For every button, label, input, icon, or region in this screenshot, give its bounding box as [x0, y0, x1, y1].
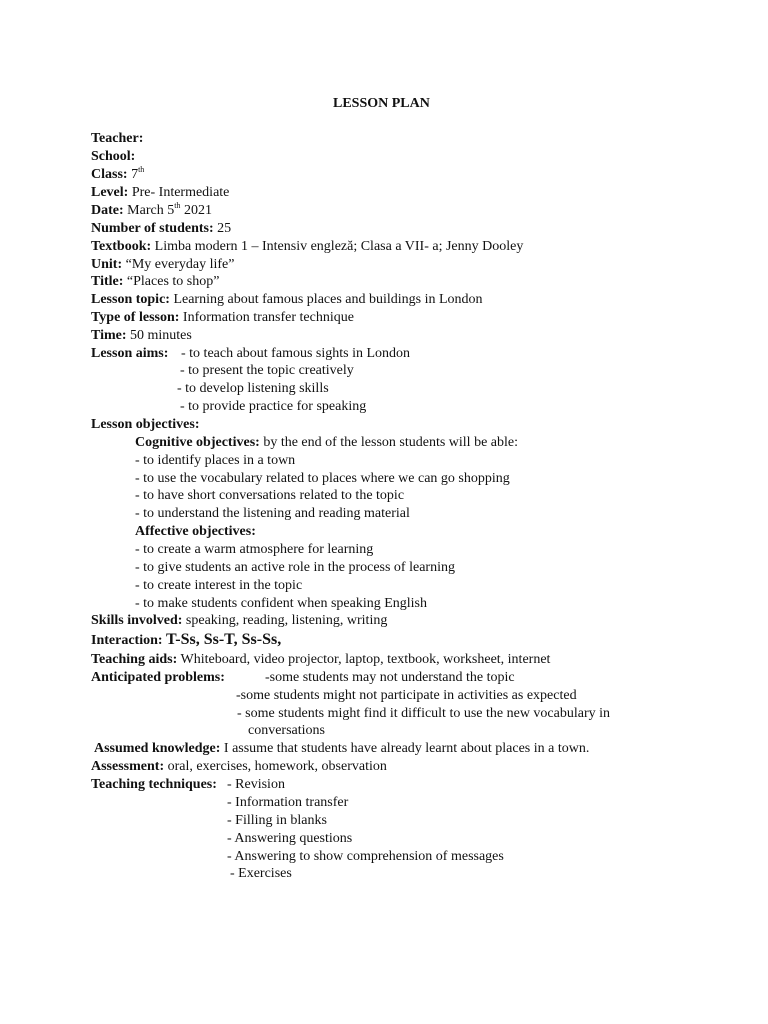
problem-item: -some students might not participate in activities as expected	[236, 688, 577, 703]
level-line: Level: Pre- Intermediate	[91, 185, 230, 200]
affective-item: - to create a warm atmosphere for learning	[135, 542, 374, 557]
affective-heading: Affective objectives:	[135, 524, 256, 539]
objectives-heading: Lesson objectives:	[91, 417, 200, 432]
technique-item: - Filling in blanks	[227, 813, 327, 828]
affective-item: - to create interest in the topic	[135, 578, 303, 593]
technique-item: - Exercises	[230, 866, 292, 881]
students-line: Number of students: 25	[91, 221, 232, 236]
technique-item: - Answering questions	[227, 831, 353, 846]
technique-item: - Information transfer	[227, 795, 349, 810]
problem-item: conversations	[248, 723, 325, 738]
type-line: Type of lesson: Information transfer technique	[91, 310, 354, 325]
aim-item: - to develop listening skills	[177, 381, 329, 396]
aim-item: - to provide practice for speaking	[180, 399, 367, 414]
document-title: LESSON PLAN	[333, 96, 430, 111]
aim-item: - to teach about famous sights in London	[181, 346, 411, 361]
topic-line: Lesson topic: Learning about famous places and buildings in London	[91, 292, 483, 307]
cognitive-heading: Cognitive objectives: by the end of the lesson students will be able:	[135, 435, 518, 450]
time-line: Time: 50 minutes	[91, 328, 192, 343]
skills-line: Skills involved: speaking, reading, listening, writing	[91, 613, 388, 628]
aids-line: Teaching aids: Whiteboard, video projector, laptop, textbook, worksheet, internet	[91, 652, 551, 667]
knowledge-line: Assumed knowledge: I assume that students have already learnt about places in a town.	[94, 741, 590, 756]
aim-item: - to present the topic creatively	[180, 363, 354, 378]
cognitive-item: - to use the vocabulary related to places where we can go shopping	[135, 471, 510, 486]
interaction-line: Interaction: T-Ss, Ss-T, Ss-Ss,	[91, 631, 282, 648]
aims-line: Lesson aims:	[91, 346, 169, 361]
technique-item: - Answering to show comprehension of messages	[227, 849, 504, 864]
teacher-line: Teacher:	[91, 131, 144, 146]
school-line: School:	[91, 149, 136, 164]
affective-item: - to make students confident when speaking English	[135, 596, 427, 611]
assessment-line: Assessment: oral, exercises, homework, observation	[91, 759, 387, 774]
technique-item: - Revision	[227, 777, 285, 792]
problem-item: - some students might find it difficult to use the new vocabulary in	[237, 706, 611, 721]
problems-line: Anticipated problems:	[91, 670, 225, 685]
title-line: Title: “Places to shop”	[91, 274, 220, 289]
unit-line: Unit: “My everyday life”	[91, 257, 235, 272]
date-line: Date: March 5th 2021	[91, 201, 212, 218]
textbook-line: Textbook: Limba modern 1 – Intensiv engleză; Clasa a VII- a; Jenny Dooley	[91, 239, 524, 254]
cognitive-item: - to identify places in a town	[135, 453, 296, 468]
class-line: Class: 7th	[91, 165, 145, 182]
cognitive-item: - to have short conversations related to the topic	[135, 488, 405, 503]
problem-item: -some students may not understand the topic	[265, 670, 515, 685]
affective-item: - to give students an active role in the process of learning	[135, 560, 455, 575]
techniques-line: Teaching techniques:	[91, 777, 217, 792]
cognitive-item: - to understand the listening and reading material	[135, 506, 410, 521]
